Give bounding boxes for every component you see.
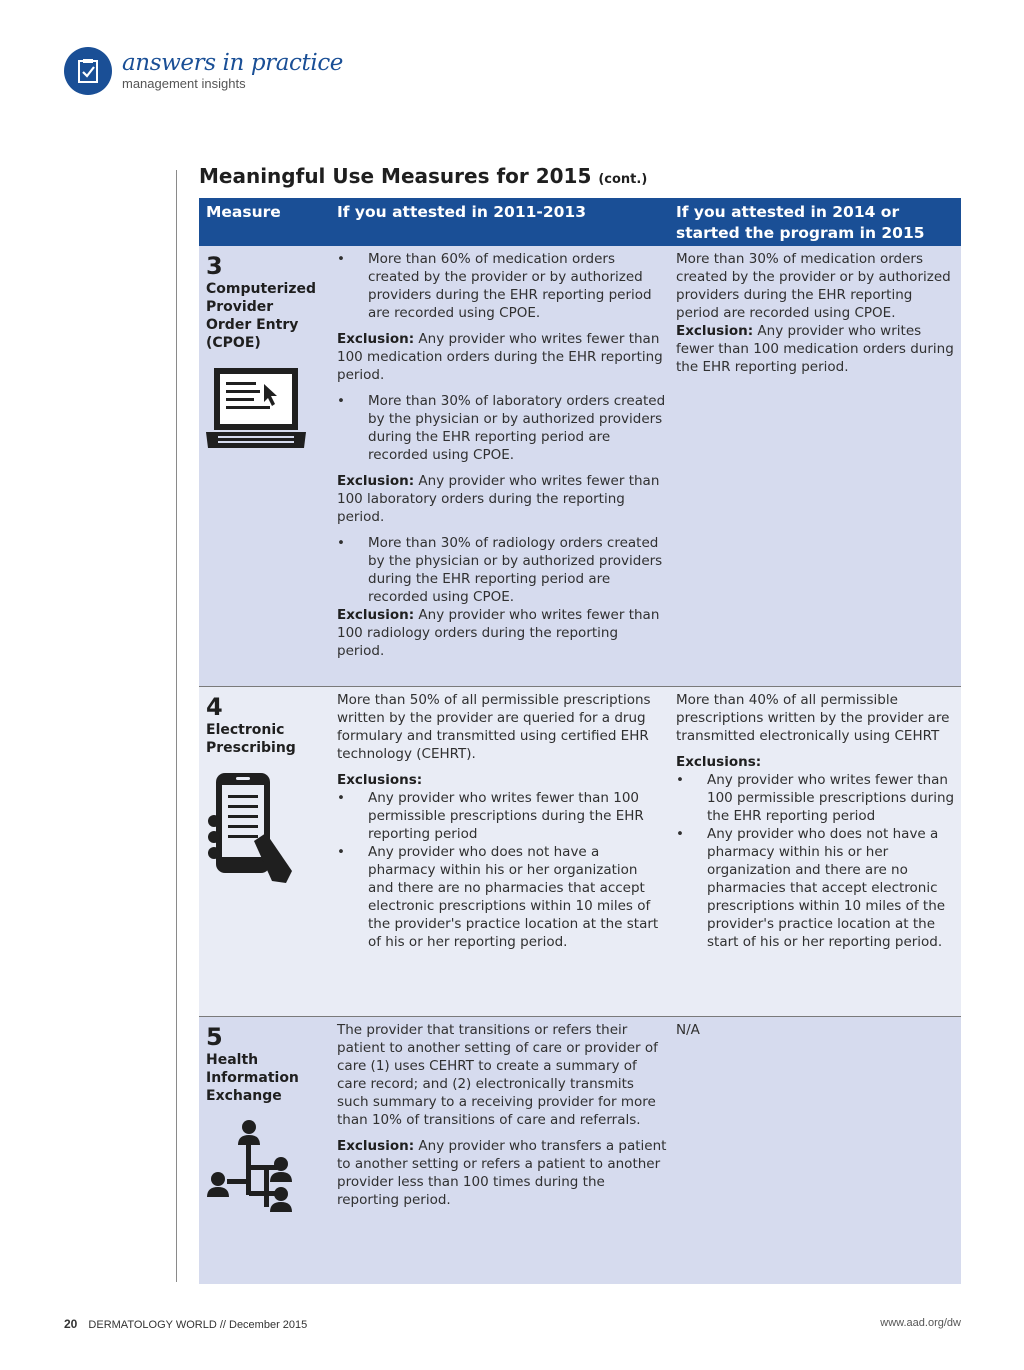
page-number: 20 — [64, 1317, 78, 1331]
page-title-main: Meaningful Use Measures for 2015 — [199, 164, 592, 188]
list-item: • More than 30% of radiology orders created by the physician or by authorized providers during the EHR reporting period are recorded using CPOE. — [337, 534, 667, 606]
exclusion-text — [337, 330, 667, 384]
measure-number: 3 — [206, 252, 223, 280]
exclusion-body: Any provider who writes fewer than 100 radiology orders during the reporting period. — [337, 607, 660, 659]
exclusion-body: Any provider who writes fewer than 100 medication orders during the EHR reporting period. — [337, 331, 663, 383]
column-header-2014-2015: If you attested in 2014 or started the program in 2015 — [676, 203, 925, 242]
list-item: • Any provider who does not have a pharmacy within his or her organization and there are no pharmacies that accept electronic prescriptions within 10 miles of the provider's practice location at the start of his or her reporting period. — [676, 825, 958, 951]
page-title — [199, 164, 647, 188]
list-item: • More than 30% of laboratory orders created by the physician or by authorized providers during the EHR reporting period are recorded using CPOE. — [337, 392, 667, 464]
measure-number: 5 — [206, 1023, 223, 1051]
list-item: • Any provider who writes fewer than 100 permissible prescriptions during the EHR reporting period — [676, 771, 958, 825]
exclusion-body: Any provider who writes fewer than 100 laboratory orders during the reporting period. — [337, 473, 660, 525]
exclusion-text — [337, 472, 667, 526]
cell-2011-2013 — [337, 691, 667, 951]
measure-text: More than 40% of all permissible prescriptions written by the provider are transmitted electronically using CEHRT — [676, 692, 950, 744]
exclusions-label — [337, 771, 667, 789]
measure-text: N/A — [676, 1022, 700, 1038]
brand-header — [64, 47, 343, 95]
exclusion-label: Exclusion: — [337, 1138, 415, 1154]
publication-name: DERMATOLOGY WORLD // December 2015 — [88, 1319, 308, 1331]
exclusion-label: Exclusion: — [337, 607, 415, 623]
list-item: • Any provider who does not have a pharmacy within his or her organization and there are no pharmacies that accept electronic prescriptions within 10 miles of the provider's practice location at the start of his or her reporting period. — [337, 843, 667, 951]
table-row — [199, 1017, 961, 1284]
measures-table — [199, 198, 961, 1284]
measure-number: 4 — [206, 693, 223, 721]
measure-text: The provider that transitions or refers their patient to another setting of care or provider of care (1) uses CEHRT to create a summary of care record; and (2) electronically transmits such summary to a receiving provider for more than 10% of transitions of care and referrals. — [337, 1022, 658, 1128]
people-network-icon — [206, 1119, 326, 1232]
exclusion-body: Any provider who transfers a patient to another setting or refers a patient to another provider less than 100 times during the reporting period. — [337, 1138, 667, 1208]
margin-rule — [176, 170, 177, 1282]
column-header-measure: Measure — [206, 203, 281, 221]
exclusion-label: Exclusion: — [337, 331, 415, 347]
cell-2011-2013 — [337, 250, 667, 660]
measure-name: Computerized Provider Order Entry (CPOE) — [206, 281, 317, 351]
measure-name: Health Information Exchange — [206, 1052, 299, 1104]
measure-text: More than 30% of medication orders created by the provider or by authorized providers during the EHR reporting period are recorded using CPOE. — [676, 251, 951, 321]
page-title-suffix: (cont.) — [598, 172, 648, 187]
table-row — [199, 687, 961, 1017]
section-title: answers in practice — [122, 50, 344, 76]
exclusion-text — [337, 606, 667, 660]
measure-cell — [206, 252, 326, 455]
exclusion-body: Any provider who writes fewer than 100 medication orders during the EHR reporting period. — [676, 323, 954, 375]
measure-cell — [206, 1023, 326, 1232]
exclusion-text — [676, 322, 958, 376]
measure-name: Electronic Prescribing — [206, 722, 296, 756]
smartphone-hand-icon — [206, 771, 326, 890]
list-item: • More than 60% of medication orders created by the provider or by authorized providers during the EHR reporting period are recorded using CPOE. — [337, 250, 667, 322]
exclusion-label: Exclusions: — [676, 754, 762, 770]
section-subtitle: management insights — [122, 76, 246, 91]
exclusion-text — [337, 1137, 667, 1209]
list-item: • Any provider who writes fewer than 100 permissible prescriptions during the EHR reporting period — [337, 789, 667, 843]
checklist-icon — [64, 47, 112, 95]
cell-2011-2013 — [337, 1021, 667, 1209]
cell-2014-2015 — [676, 691, 958, 951]
column-header-2011-2013: If you attested in 2011-2013 — [337, 203, 586, 221]
footer-url[interactable]: www.aad.org/dw — [880, 1317, 961, 1329]
laptop-cursor-icon — [206, 366, 326, 455]
cell-2014-2015 — [676, 1021, 958, 1039]
table-row — [199, 246, 961, 687]
exclusions-label — [676, 753, 958, 771]
table-header — [199, 198, 961, 246]
footer-left — [64, 1317, 307, 1331]
cell-2014-2015 — [676, 250, 958, 376]
exclusion-label: Exclusion: — [337, 473, 415, 489]
exclusion-label: Exclusions: — [337, 772, 423, 788]
measure-text: More than 50% of all permissible prescriptions written by the provider are queried for a drug formulary and transmitted using certified EHR technology (CEHRT). — [337, 692, 651, 762]
exclusion-label: Exclusion: — [676, 323, 754, 339]
measure-cell — [206, 693, 326, 890]
